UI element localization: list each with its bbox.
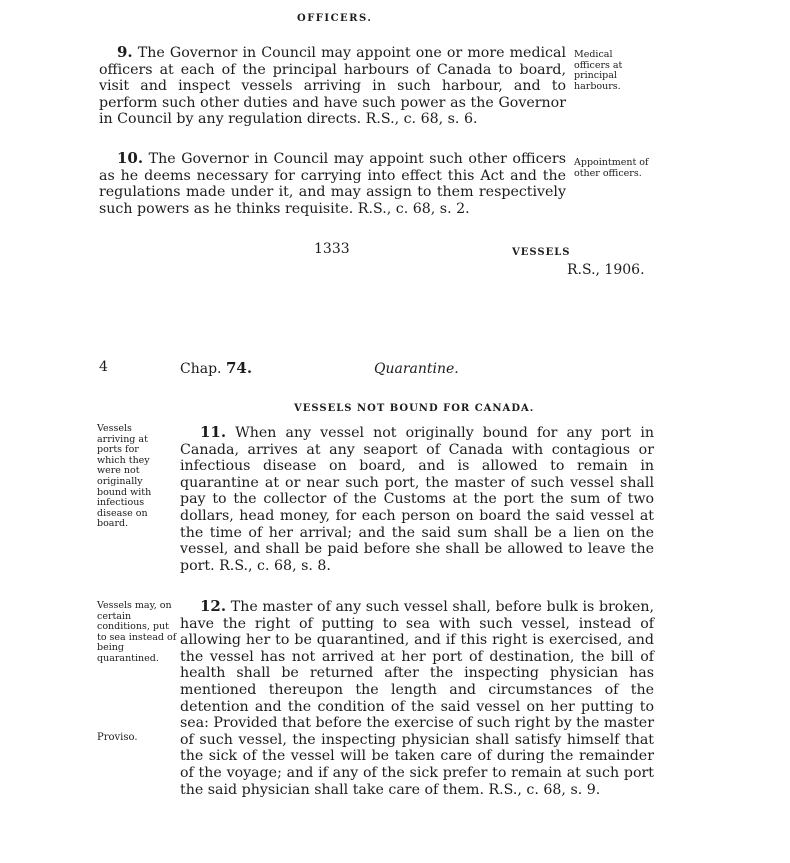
section-text: The Governor in Council may appoint such other officers as he deems necessary for carrying into effect this Act and the regulations made under it, and may assign to them respectively such powers as he thinks requisite. R.S., c. 68, s. 2. (99, 151, 566, 217)
margin-note-proviso: Proviso. (97, 732, 138, 743)
margin-note-vessels-may: Vessels may, on certain conditions, put to sea instead of being quarantined. (97, 600, 177, 664)
section-number: 10. (117, 149, 144, 167)
section-text: The master of any such vessel shall, before bulk is broken, have the right of putting to sea with such vessel, instead of allowing her to be quarantined, and if this right is exercised, and the vessel has not arrived at her port of destination, the bill of health shall be returned after the inspecting physician has mentioned thereupon the length and circumstances of the detention and the condition of the said vessel on her putting to sea: Provided that before the exercise of such right by the master of such vessel, the inspecting physician shall satisfy himself that the sick of the vessel will be taken care of during the remainder of the voyage; and if any of the sick prefer to remain at such port the said physician shall take care of them. R.S., c. 68, s. 9. (180, 599, 654, 798)
catchword: VESSELS (512, 247, 571, 258)
page-number-4: 4 (99, 359, 108, 375)
section-text: The Governor in Council may appoint one or more medical officers at each of the principal harbours of Canada to board, visit and inspect vessels arriving in such harbour, and to perform such other duties and have such power as the Governor in Council by any regulation directs. R.S., c. 68, s. 6. (99, 45, 566, 128)
section-number: 9. (117, 43, 133, 61)
section-number: 11. (200, 423, 227, 441)
section-9 (99, 44, 566, 128)
margin-note-vessels-arriving: Vessels arriving at ports for which they were not originally bound with infectious disease on board. (97, 423, 152, 530)
section-10 (99, 150, 566, 217)
chapter-number: 74. (225, 359, 253, 377)
section-text: When any vessel not originally bound for any port in Canada, arrives at any seaport of Canada with contagious or infectious disease on board, and is allowed to remain in quarantine at or near such port, the master of such vessel shall pay to the collector of the Customs at the port the sum of two dollars, head money, for each person on board the said vessel at the time of her arrival; and the said sum shall be a lien on the vessel, and shall be paid before she shall be allowed to leave the port. R.S., c. 68, s. 8. (180, 425, 654, 574)
page-heading-officers: OFFICERS. (297, 13, 373, 24)
page-number-1333: 1333 (314, 241, 350, 257)
margin-note-appointment: Appointment of other officers. (574, 157, 649, 179)
footer-rs-1906: R.S., 1906. (567, 262, 645, 278)
section-12 (180, 598, 654, 798)
section-number: 12. (200, 597, 227, 615)
section-11 (180, 424, 654, 574)
margin-note-medical-officers: Medical officers at principal harbours. (574, 49, 623, 92)
section-heading: VESSELS NOT BOUND FOR CANADA. (294, 403, 535, 414)
chapter-label: Chap. (180, 361, 222, 377)
chapter-heading (180, 359, 252, 377)
running-title: Quarantine. (374, 361, 459, 377)
